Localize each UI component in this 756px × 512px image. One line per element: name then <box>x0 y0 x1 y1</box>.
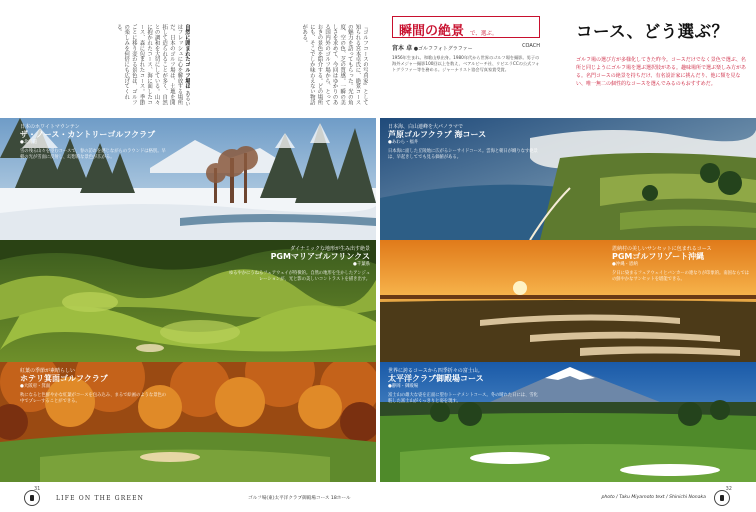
page-number-left: 31 <box>34 486 41 492</box>
panel-caption <box>388 368 538 406</box>
page-number-right: 32 <box>725 486 732 492</box>
footer-credits: photo / Taku Miyamoto text / Shinichi Nonaka <box>601 495 706 500</box>
course-description: 夕日に染まるフェアウェイとバンカーの連なりが印象的。南国ならではの鮮やかなサンセットを堪能できる。 <box>612 271 750 283</box>
panel-caption <box>228 246 370 284</box>
course-name: PGMマリアゴルフリンクス <box>270 252 370 262</box>
body-text: あるいはフレッシュに心を解放する場所だ。日本のゴルフ場は、土地を開拓して造られることが多く、自然との調和を大切にしている。山々に抱かれたコース、海に面したコース、森に包まれたコース。季節ごとに移り変わる景色は、ゴルフの楽しみを何倍にも広げてくれる。 <box>115 24 190 107</box>
course-location: ●あわら・福井 <box>388 139 419 145</box>
masthead-title-box <box>392 16 540 38</box>
course-description: ゆるやかにうねるフェアウェイが特徴的。自然の地形を生かしたアンジュレーションが、光と影の美しいコントラストを描き出す。 <box>228 271 370 283</box>
caption-tag: 恩納村の美しいサンセットに包まれるコース <box>612 246 712 252</box>
caption-tag: 日本海、白山連峰を大パノラマで <box>388 124 464 130</box>
photo-panel-seaside <box>380 118 756 240</box>
course-description: 秋になると色鮮やかな紅葉がコースを包み込み、まるで絵画のような景色の中でプレーすることができる。 <box>20 393 167 405</box>
article-header <box>0 0 756 118</box>
caption-tag: 日本のホワイトマウンテン <box>20 124 80 130</box>
magazine-logo-icon <box>714 490 730 506</box>
photographer-name: 宮本 卓 <box>392 45 413 52</box>
course-name: ホテリ箕面ゴルフクラブ <box>20 374 108 384</box>
photo-panel-fuji <box>380 362 756 482</box>
course-name: 芦原ゴルフクラブ 海コース <box>388 130 487 140</box>
headline-block <box>576 18 746 88</box>
course-location: ●北海道 <box>20 139 38 145</box>
masthead <box>392 16 540 73</box>
panel-caption <box>612 246 750 284</box>
page-title: コース、どう選ぶ？ <box>576 22 729 41</box>
photographer-bio: 1956年生まれ。和歌山県出身。1980年代から世界のゴルフ場を撮影。男子の海外メジャー撮影100回以上を数え、ベアルピーチ社、リビエラCCの公式フォトグラファー等を務める。ジャーナリスト協会写真家賞受賞。 <box>392 55 540 72</box>
page-footer <box>0 484 756 512</box>
magazine-logo-icon <box>24 490 40 506</box>
body-text-left <box>34 24 190 108</box>
footer-note: ゴルフ場(東)太平洋クラブ御殿場コース 18ホール <box>248 496 351 501</box>
caption-tag: ダイナミックな地形が生み出す絶景 <box>290 246 370 252</box>
photo-panel-links <box>0 240 376 362</box>
body-text-mid: 『ゴルフコースの写真家』として知られる宮本卓氏に、絶景コースの魅力を語ってもらった。光の角度、空の色、芝の質感。一瞬の美しさを求めて、今回はゆかりのある国内外のゴルフ場から、とっておきの景色を紹介する。どの場所にも、そこでしか味わえない物語がある。 <box>301 24 368 105</box>
caption-tag: 世界に誇るコースから四季折々の富士山。 <box>388 368 483 374</box>
course-name: PGMゴルフリゾート沖縄 <box>612 252 705 262</box>
panel-caption <box>20 368 170 406</box>
intro-text: ゴルフ場の選び方が多様化してきた昨今。コースだけでなく景色で選ぶ、名所と同じようにゴルフ場を選ぶ選択肢がある。趣味場所で選ぶ楽しみ方がある。名門コースの絶景を持ちだけ、有名設計家に挑んだり、他に類を見ない、唯一無二の個性的なコースを選んでみるのもおすすめだ。 <box>576 57 747 87</box>
photographer-credit <box>392 43 540 52</box>
course-location: ●静岡・御殿場 <box>388 383 419 389</box>
photo-panel-sunset <box>380 240 756 362</box>
masthead-title: 瞬間の絶景 <box>399 24 465 39</box>
course-location: ●沖縄・恩納 <box>612 261 638 267</box>
photographer-role: ●ゴルフフォトグラファー <box>413 46 473 52</box>
coach-label: COACH <box>522 43 540 49</box>
course-description: 日本海に面した丘陵地に広がるシーサイドコース。雲海と朝日が織りなす絶景は、早起きしてでも見る価値がある。 <box>388 149 538 161</box>
panel-caption <box>388 124 538 162</box>
course-description: 富士山の雄大な姿を正面に望むトーナメントコース。冬の晴れた日には、雪化粧した富士山がくっきりと姿を現す。 <box>388 393 538 405</box>
course-location: ●千葉県 <box>352 261 370 267</box>
course-location: ●大阪府・箕面 <box>20 383 51 389</box>
caption-tag: 紅葉の季節が素晴らしい <box>20 368 76 374</box>
magazine-title: LIFE ON THE GREEN <box>56 495 145 502</box>
course-name: ザ・ノース・カントリーゴルフクラブ <box>20 130 156 140</box>
panel-caption <box>20 124 170 162</box>
body-lead: 自然に囲まれたゴルフ場は <box>184 24 190 89</box>
course-description: 雪の残る山々を望むコースで、春の訪れを感じながらのラウンドは格別。早朝の光が雪面に反射し、幻想的な景色が広がる。 <box>20 149 166 161</box>
photo-panel-snow <box>0 118 376 240</box>
course-name: 太平洋クラブ御殿場コース <box>388 374 484 384</box>
photo-panel-autumn <box>0 362 376 482</box>
masthead-subtitle: で、選ぶ。 <box>470 31 498 37</box>
